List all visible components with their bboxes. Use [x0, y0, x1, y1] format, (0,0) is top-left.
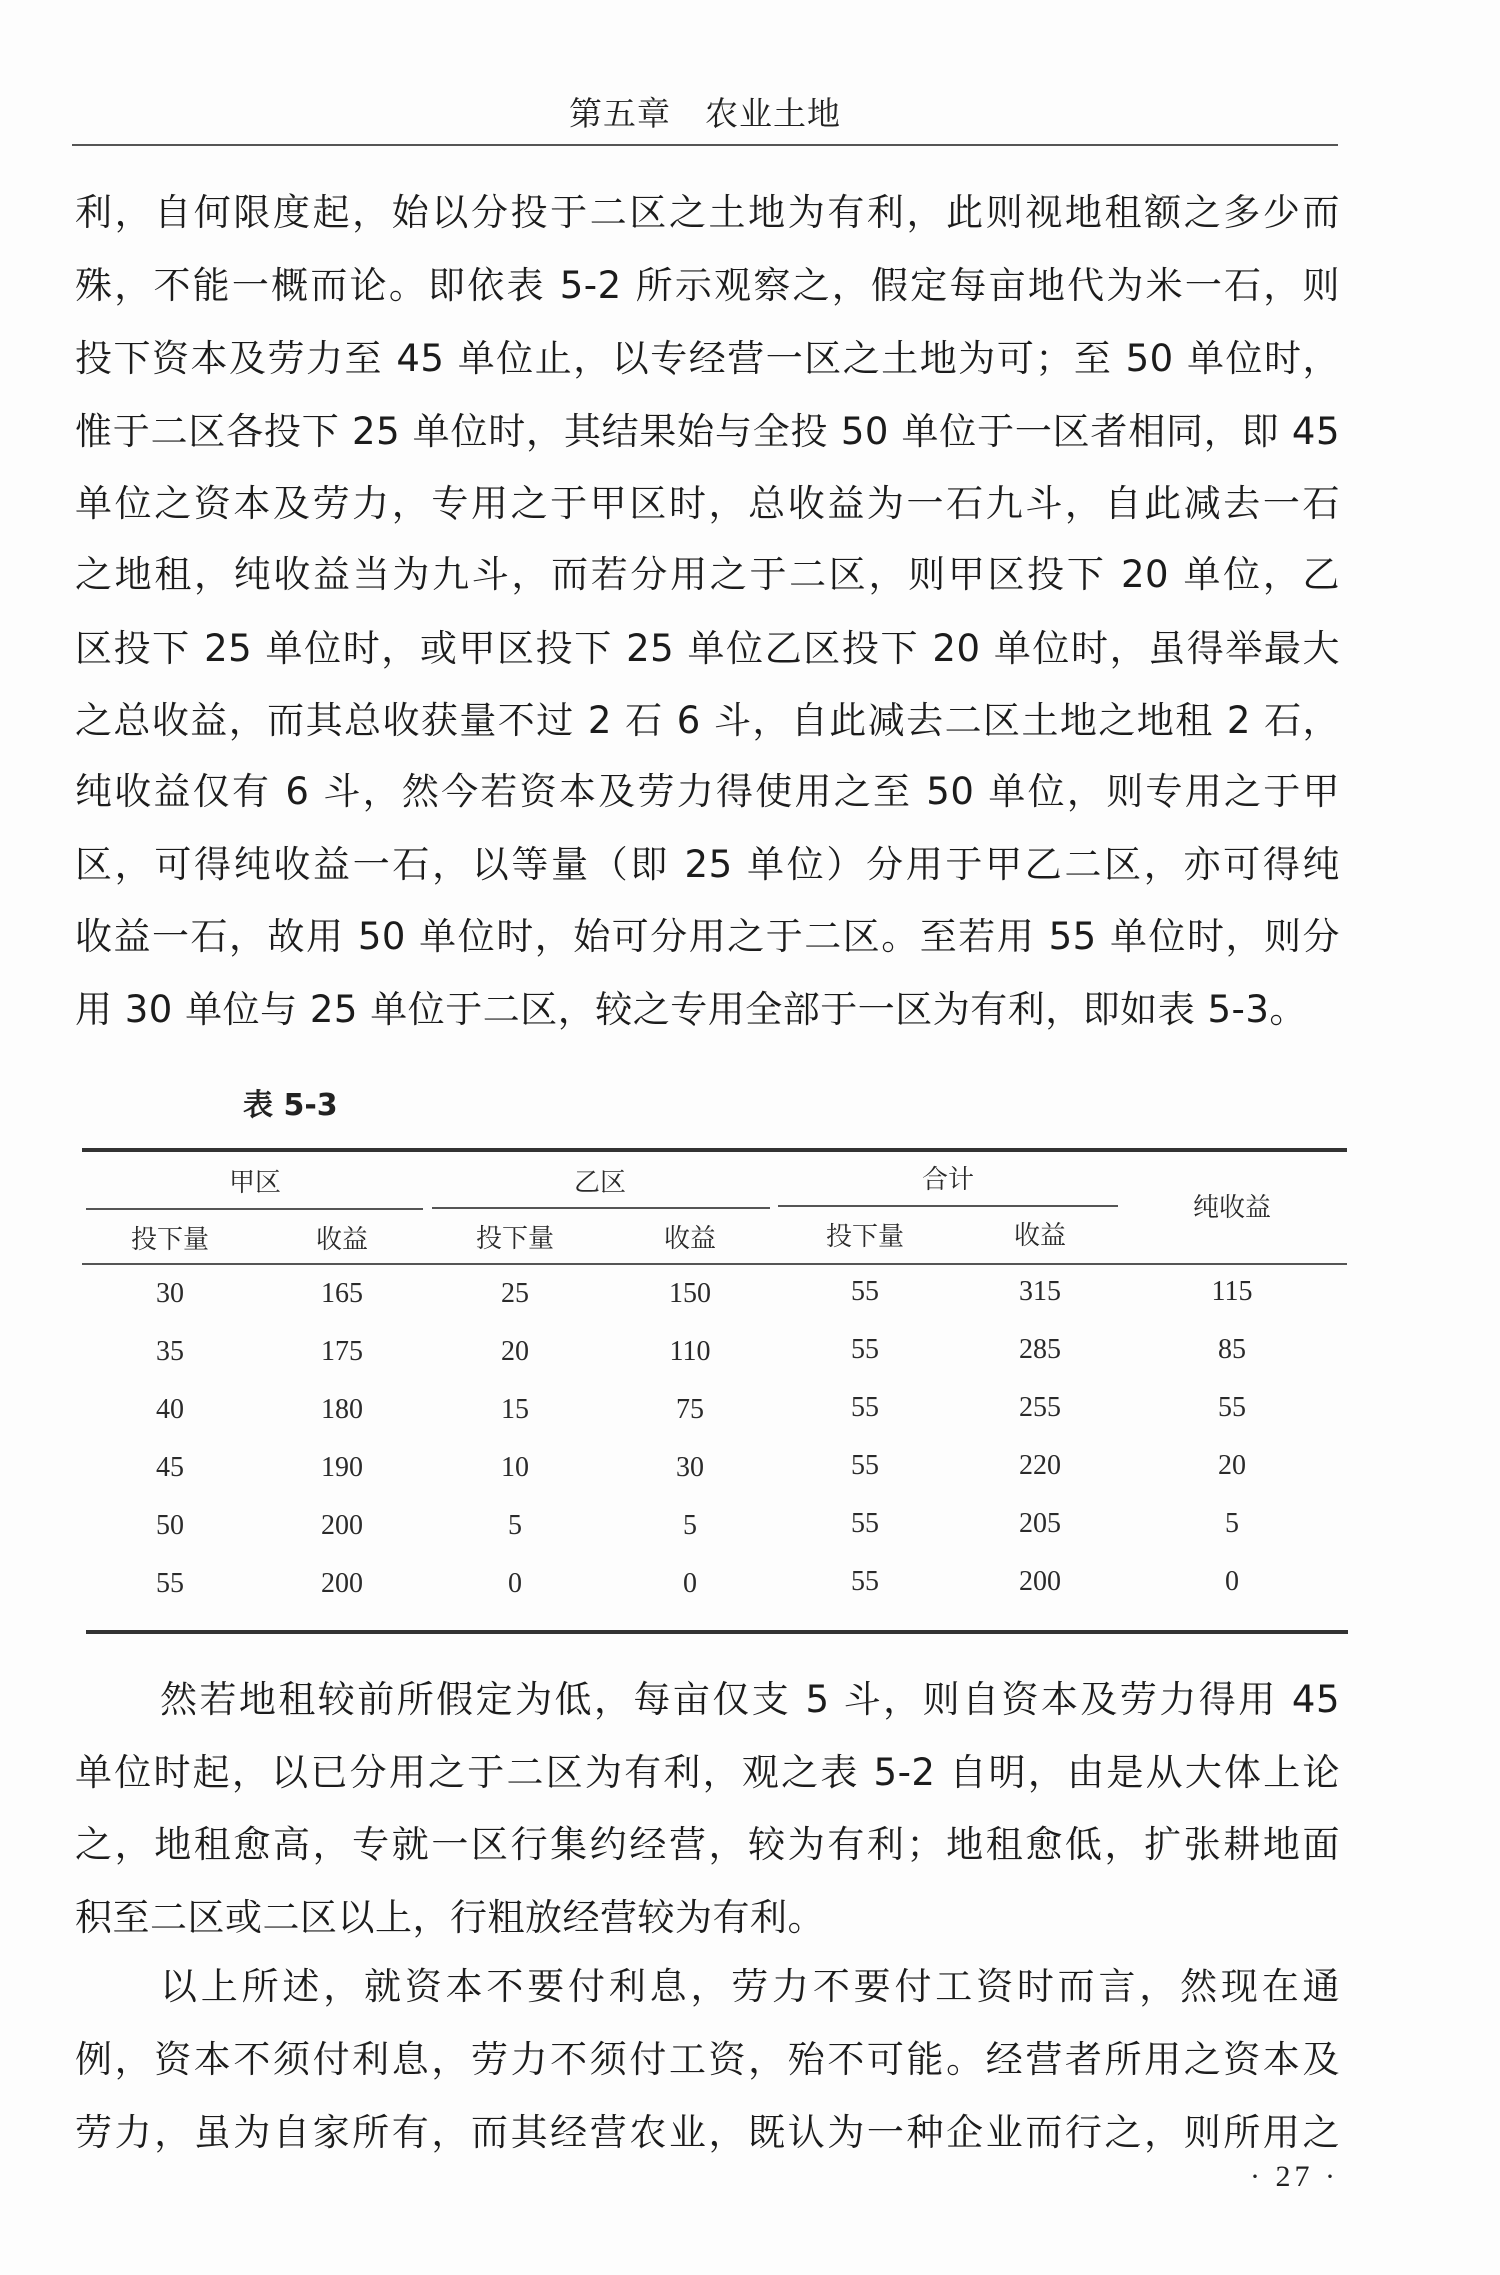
table-cell: 0: [508, 1568, 522, 1599]
sub-header: 收益: [1013, 1221, 1066, 1251]
table-cell: 20: [1218, 1450, 1246, 1481]
table-cell: 55: [851, 1450, 879, 1481]
table-cell: 150: [669, 1278, 711, 1309]
table-cell: 85: [1218, 1334, 1246, 1365]
table-cell: 205: [1019, 1508, 1061, 1539]
table-cell: 200: [321, 1568, 363, 1599]
table-top-rule: [82, 1148, 1347, 1152]
group-rule-yi: [432, 1207, 770, 1209]
text-line: 积至二区或二区以上，行粗放经营较为有利。: [75, 1896, 825, 1939]
text-line: 之总收益，而其总收获量不过 2 石 6 斗，自此减去二区土地之地租 2 石，: [75, 699, 1340, 742]
table-cell: 200: [1019, 1566, 1061, 1597]
table-cell: 0: [1225, 1566, 1239, 1597]
table-cell: 15: [501, 1394, 529, 1425]
text-line: 单位时起，以已分用之于二区为有利，观之表 5-2 自明，由是从大体上论: [75, 1751, 1340, 1794]
text-line: 之地租，纯收益当为九斗，而若分用之于二区，则甲区投下 20 单位，乙: [75, 553, 1340, 596]
table-cell: 5: [508, 1510, 522, 1541]
table-cell: 220: [1019, 1450, 1061, 1481]
header-rule: [72, 144, 1338, 146]
table-cell: 25: [501, 1278, 529, 1309]
group-header-total: 合计: [921, 1165, 974, 1195]
table-cell: 285: [1019, 1334, 1061, 1365]
text-line: 殊，不能一概而论。即依表 5-2 所示观察之，假定每亩地代为米一石，则: [75, 264, 1340, 307]
text-line: 劳力，虽为自家所有，而其经营农业，既认为一种企业而行之，则所用之: [75, 2111, 1340, 2154]
group-rule-total: [778, 1205, 1118, 1207]
table-cell: 55: [1218, 1392, 1246, 1423]
sub-header: 投下量: [825, 1222, 904, 1252]
table-title: 表 5-3: [243, 1088, 338, 1123]
table-cell: 115: [1211, 1276, 1253, 1307]
table-header-rule: [82, 1263, 1347, 1265]
table-cell: 55: [156, 1568, 184, 1599]
sub-header: 投下量: [130, 1225, 209, 1255]
running-head: 第五章 农业土地: [569, 94, 841, 133]
table-cell: 200: [321, 1510, 363, 1541]
table-cell: 110: [669, 1336, 711, 1367]
text-line: 投下资本及劳力至 45 单位止，以专经营一区之土地为可；至 50 单位时，: [75, 337, 1340, 380]
table-cell: 20: [501, 1336, 529, 1367]
page-number: · 27 ·: [1250, 2160, 1339, 2193]
sub-header: 收益: [663, 1224, 716, 1254]
table-cell: 75: [676, 1394, 704, 1425]
table-cell: 255: [1019, 1392, 1061, 1423]
table-cell: 35: [156, 1336, 184, 1367]
table-bottom-rule: [86, 1630, 1348, 1634]
table-cell: 40: [156, 1394, 184, 1425]
table-cell: 175: [321, 1336, 363, 1367]
table-cell: 30: [676, 1452, 704, 1483]
table-cell: 5: [1225, 1508, 1239, 1539]
table-cell: 50: [156, 1510, 184, 1541]
table-cell: 55: [851, 1392, 879, 1423]
text-line: 利，自何限度起，始以分投于二区之土地为有利，此则视地租额之多少而: [75, 191, 1340, 234]
text-line: 以上所述，就资本不要付利息，劳力不要付工资时而言，然现在通: [160, 1965, 1340, 2008]
table-cell: 55: [851, 1334, 879, 1365]
table-cell: 55: [851, 1276, 879, 1307]
table-cell: 30: [156, 1278, 184, 1309]
table-cell: 5: [683, 1510, 697, 1541]
text-line: 收益一石，故用 50 单位时，始可分用之于二区。至若用 55 单位时，则分: [75, 915, 1340, 958]
table-cell: 0: [683, 1568, 697, 1599]
text-line: 单位之资本及劳力，专用之于甲区时，总收益为一石九斗，自此减去一石: [75, 482, 1340, 525]
table-cell: 165: [321, 1278, 363, 1309]
text-line: 例，资本不须付利息，劳力不须付工资，殆不可能。经营者所用之资本及: [75, 2038, 1340, 2081]
table-cell: 45: [156, 1452, 184, 1483]
table-cell: 55: [851, 1566, 879, 1597]
table-cell: 10: [501, 1452, 529, 1483]
table-cell: 315: [1019, 1276, 1061, 1307]
group-rule-jia: [86, 1208, 423, 1210]
text-line: 惟于二区各投下 25 单位时，其结果始与全投 50 单位于一区者相同，即 45: [75, 410, 1340, 453]
text-line: 区，可得纯收益一石，以等量（即 25 单位）分用于甲乙二区，亦可得纯: [75, 843, 1340, 886]
table-cell: 190: [321, 1452, 363, 1483]
table-cell: 180: [321, 1394, 363, 1425]
text-line: 用 30 单位与 25 单位于二区，较之专用全部于一区为有利，即如表 5-3。: [75, 988, 1307, 1031]
text-line: 然若地租较前所假定为低，每亩仅支 5 斗，则自资本及劳力得用 45: [160, 1678, 1340, 1721]
table-cell: 55: [851, 1508, 879, 1539]
net-profit-header: 纯收益: [1192, 1193, 1271, 1223]
group-header-jia: 甲区: [228, 1168, 281, 1198]
text-line: 之，地租愈高，专就一区行集约经营，较为有利；地租愈低，扩张耕地面: [75, 1823, 1340, 1866]
text-line: 区投下 25 单位时，或甲区投下 25 单位乙区投下 20 单位时，虽得举最大: [75, 627, 1340, 670]
sub-header: 投下量: [475, 1224, 554, 1254]
sub-header: 收益: [315, 1225, 368, 1255]
group-header-yi: 乙区: [573, 1168, 626, 1198]
text-line: 纯收益仅有 6 斗，然今若资本及劳力得使用之至 50 单位，则专用之于甲: [75, 770, 1340, 813]
